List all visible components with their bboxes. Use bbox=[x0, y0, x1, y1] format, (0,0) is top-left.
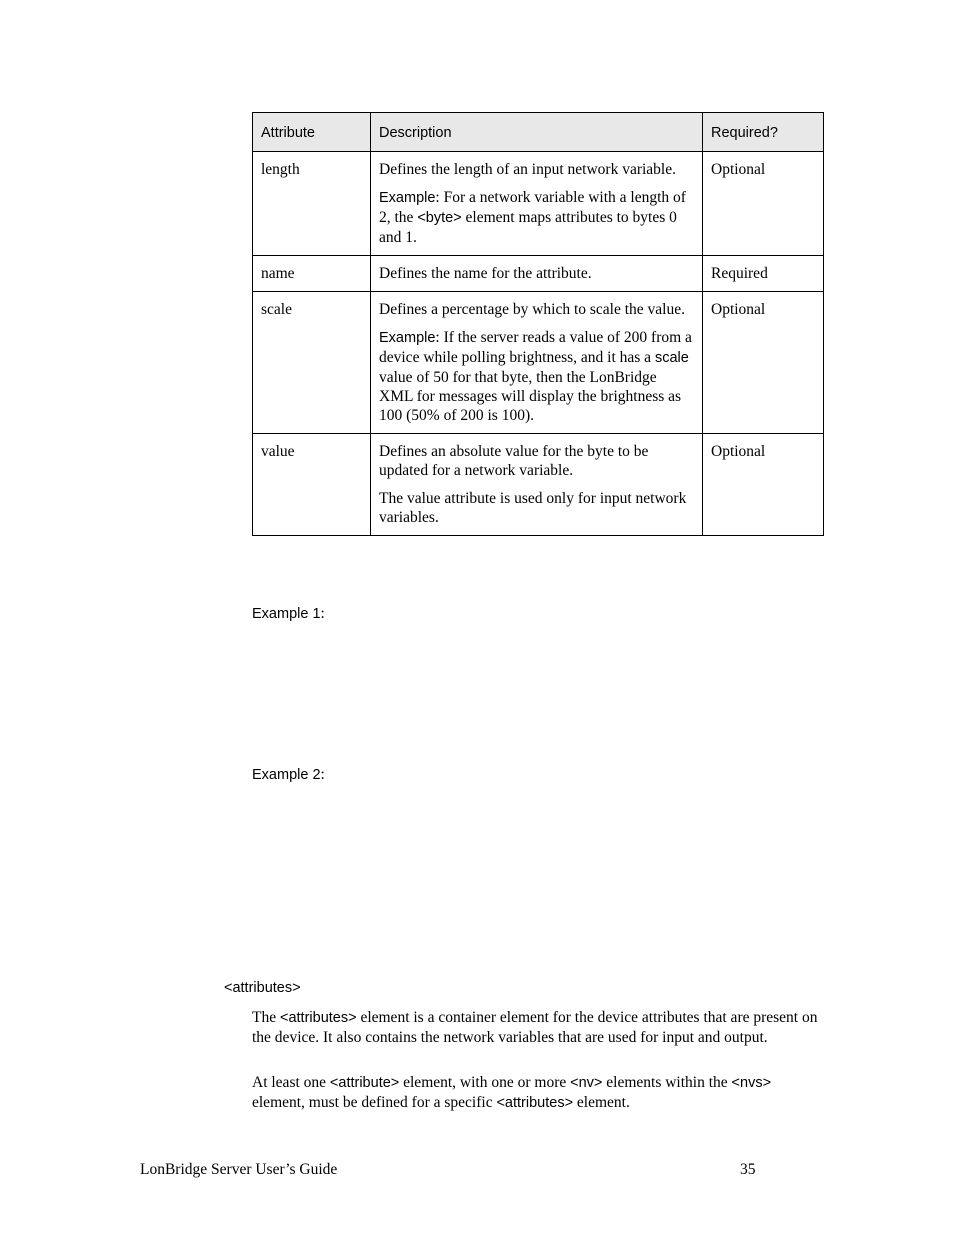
code-keyword: <attributes> bbox=[496, 1095, 574, 1111]
code-keyword: <attribute> bbox=[329, 1075, 400, 1091]
header-attribute: Attribute bbox=[253, 113, 371, 152]
code-keyword: <byte> bbox=[417, 210, 462, 226]
page-number: 35 bbox=[740, 1161, 756, 1178]
cell-description bbox=[371, 152, 703, 256]
description-text: Defines the name for the attribute. bbox=[379, 265, 592, 282]
cell-attribute: value bbox=[253, 434, 371, 536]
code-keyword: <attributes> bbox=[279, 1010, 357, 1026]
code-keyword: <nv> bbox=[570, 1075, 603, 1091]
table-row bbox=[253, 256, 824, 292]
section-heading: <attributes> bbox=[224, 980, 301, 996]
example-label: Example bbox=[379, 330, 436, 346]
text-part: element, must be defined for a specific bbox=[252, 1094, 497, 1111]
table-row bbox=[253, 434, 824, 536]
cell-attribute: name bbox=[253, 256, 371, 292]
code-keyword: <nvs> bbox=[731, 1075, 772, 1091]
table-header-row bbox=[253, 113, 824, 152]
cell-required: Required bbox=[703, 256, 824, 292]
text-part: The bbox=[252, 1009, 280, 1026]
example-1-heading bbox=[252, 604, 325, 624]
example-label: Example bbox=[379, 190, 436, 206]
text-part: elements within the bbox=[602, 1074, 732, 1091]
text-part: element, with one or more bbox=[399, 1074, 571, 1091]
footer-title: LonBridge Server User’s Guide bbox=[140, 1161, 338, 1178]
example-2-label: Example 2 bbox=[252, 767, 321, 783]
section-paragraph-2 bbox=[252, 1073, 822, 1113]
attribute-table bbox=[252, 112, 824, 536]
text-part: element is a container element for the device attributes that are present on the device. It also contains the network variables that are used for input and output. bbox=[252, 1009, 818, 1046]
example-text-part: : For a network variable with a length of 2, the bbox=[379, 189, 686, 226]
cell-description bbox=[371, 292, 703, 434]
colon: : bbox=[320, 605, 325, 622]
description-text: Defines an absolute value for the byte to be updated for a network variable. bbox=[379, 443, 649, 479]
example-text-part: value of 50 for that byte, then the LonBridge XML for messages will display the brightness as 100 (50% of 200 is 100). bbox=[379, 369, 682, 424]
example-1-label: Example 1 bbox=[252, 606, 321, 622]
table-row bbox=[253, 292, 824, 434]
cell-attribute: scale bbox=[253, 292, 371, 434]
example-2-heading bbox=[252, 765, 325, 785]
cell-description bbox=[371, 434, 703, 536]
table-row bbox=[253, 152, 824, 256]
code-keyword: scale bbox=[654, 350, 689, 366]
cell-attribute: length bbox=[253, 152, 371, 256]
cell-required: Optional bbox=[703, 434, 824, 536]
example-text bbox=[379, 188, 694, 247]
header-description: Description bbox=[371, 113, 703, 152]
text-part: element. bbox=[573, 1094, 630, 1111]
description-text: The value attribute is used only for input network variables. bbox=[379, 490, 687, 526]
example-text bbox=[379, 328, 694, 425]
description-text: Defines a percentage by which to scale the value. bbox=[379, 301, 685, 318]
colon: : bbox=[320, 766, 325, 783]
example-text-part: : If the server reads a value of 200 from a device while polling brightness, and it has a bbox=[379, 329, 692, 366]
cell-description bbox=[371, 256, 703, 292]
example-text-part: element maps attributes to bytes 0 and 1. bbox=[379, 209, 677, 246]
text-part: At least one bbox=[252, 1074, 330, 1091]
cell-required: Optional bbox=[703, 152, 824, 256]
description-text: Defines the length of an input network variable. bbox=[379, 161, 676, 178]
header-required: Required? bbox=[703, 113, 824, 152]
section-paragraph-1 bbox=[252, 1008, 822, 1047]
cell-required: Optional bbox=[703, 292, 824, 434]
